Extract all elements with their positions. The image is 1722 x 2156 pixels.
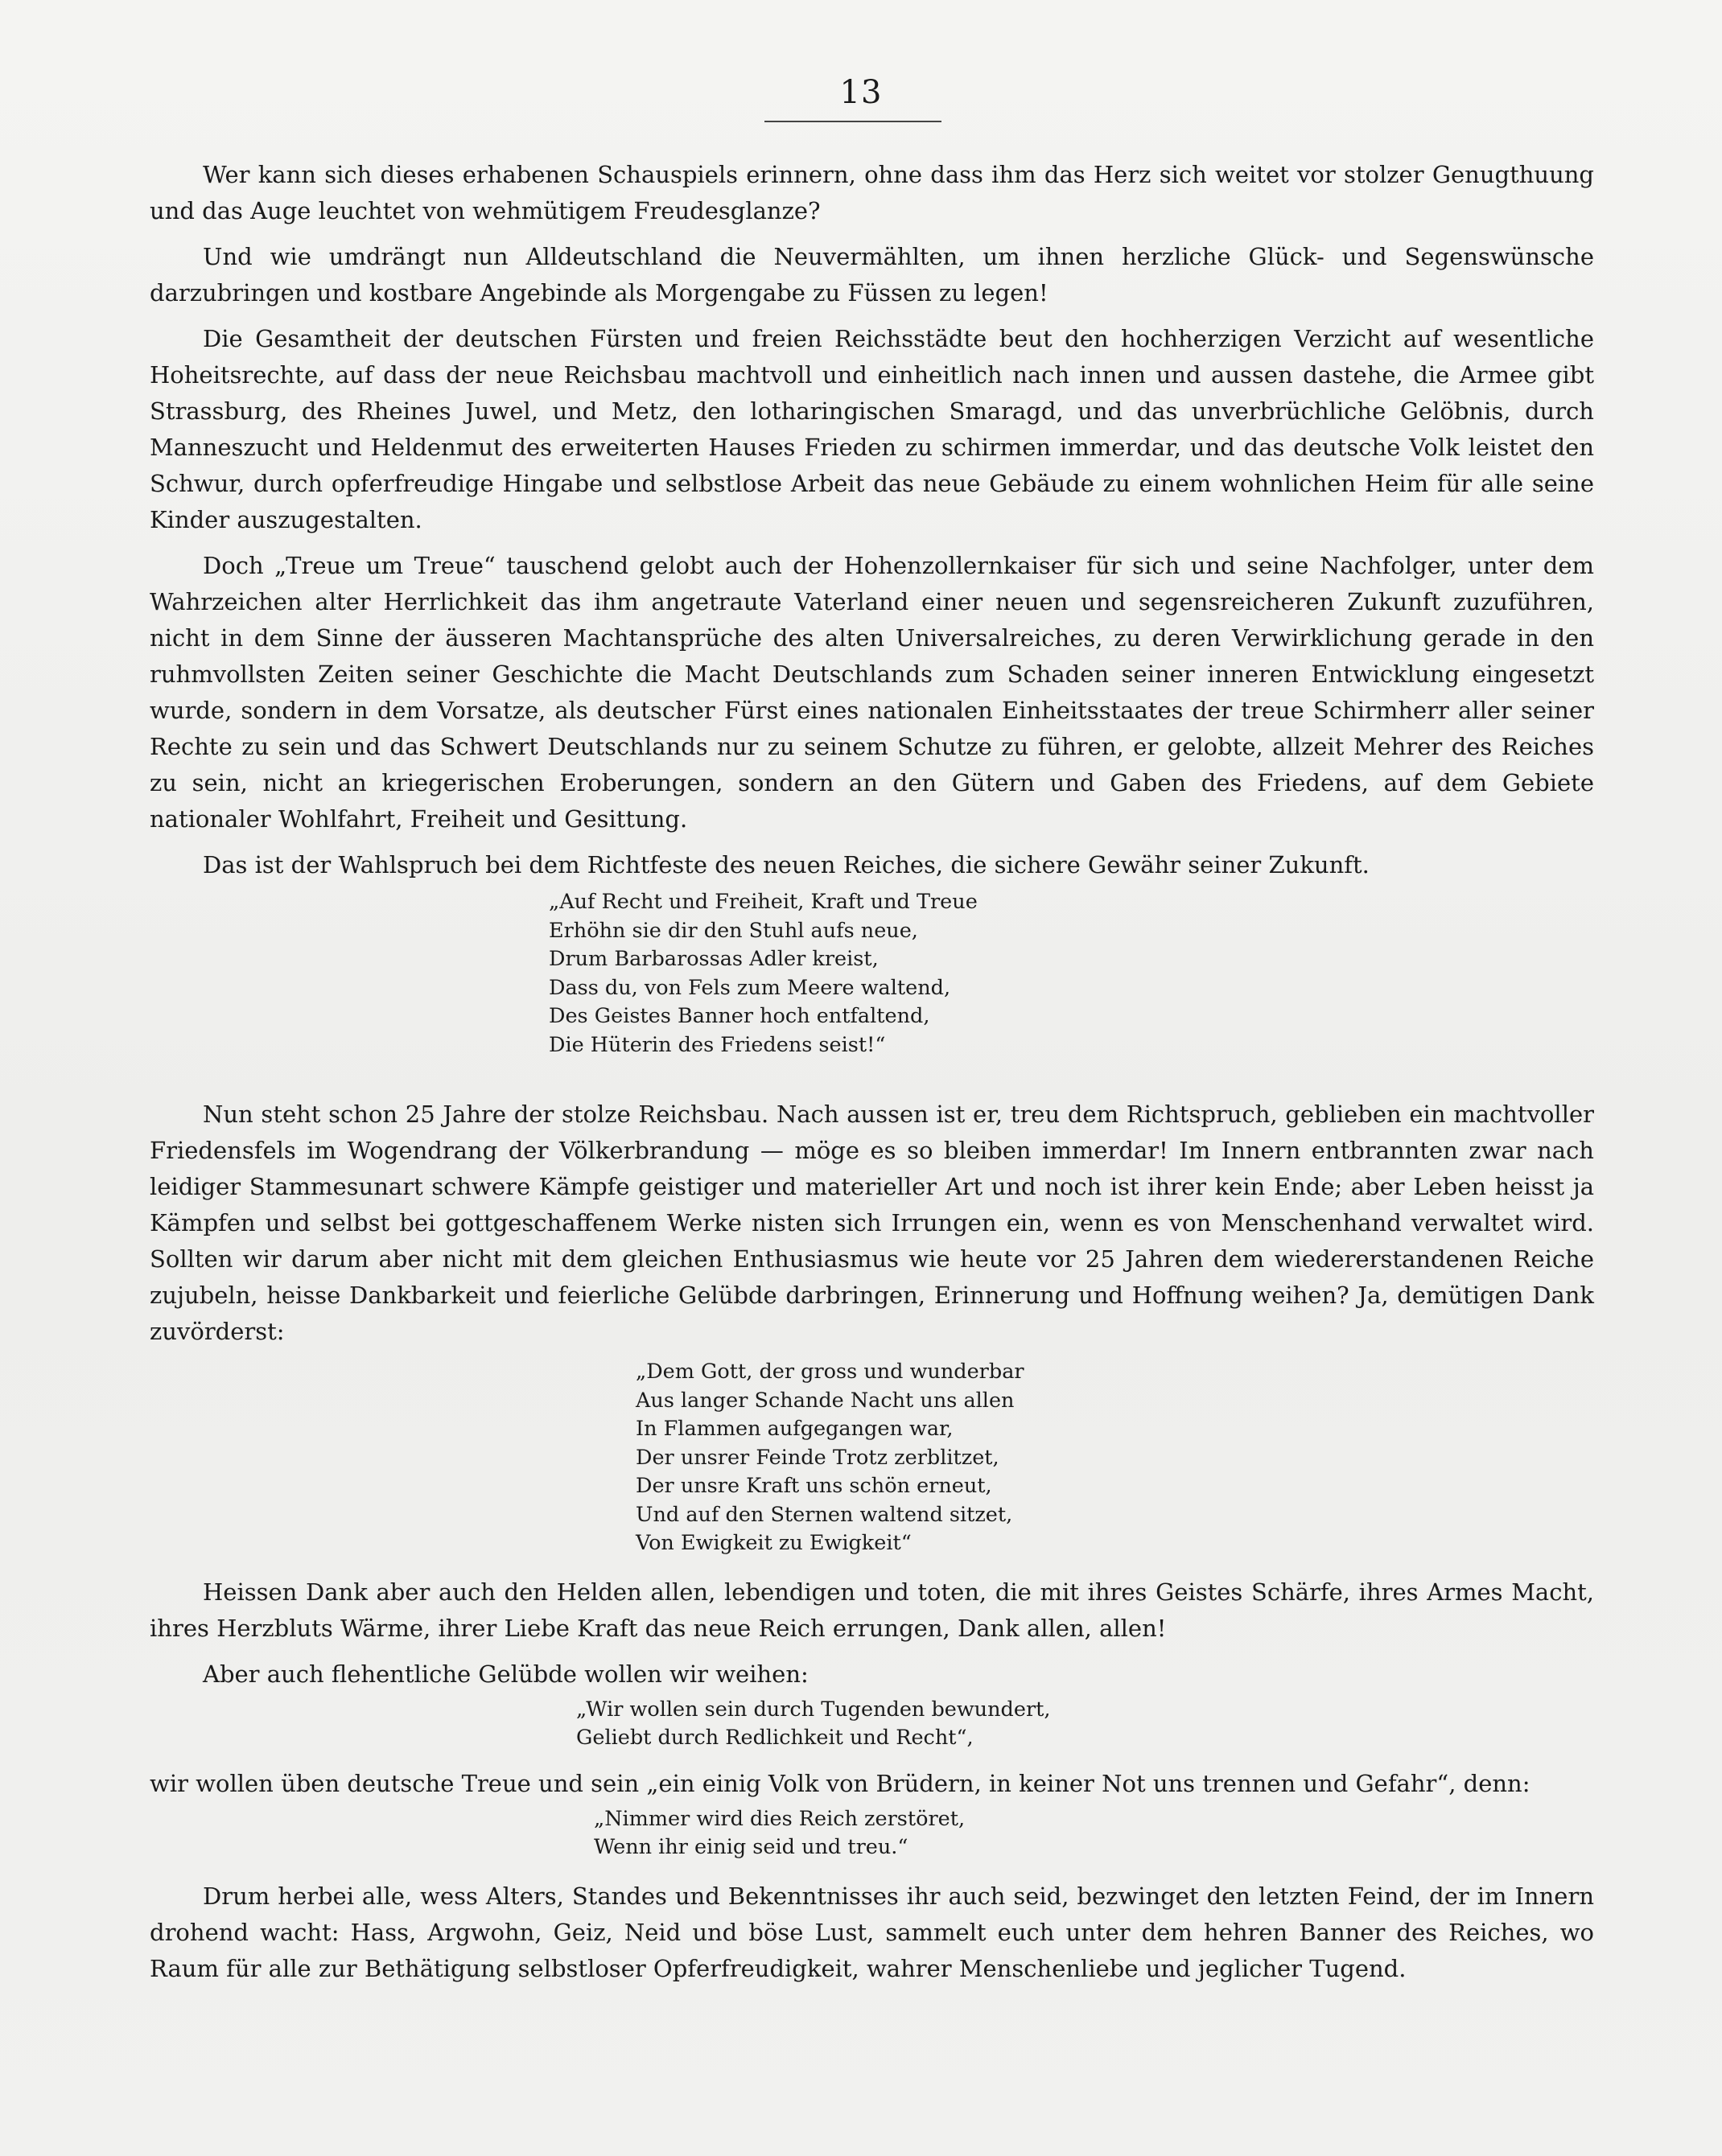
paragraph-5: Das ist der Wahlspruch bei dem Richtfeste des neuen Reiches, die sichere Gewähr seiner Zukunft. [203,851,1370,878]
poem-wir-wollen-sein [576,1696,1594,1753]
poem-line: Wenn ihr einig seid und treu.“ [594,1835,908,1859]
paragraph-2: Und wie umdrängt nun Alldeutschland die Neuvermählten, um ihnen herzliche Glück- und Segenswünsche darzubringen und kostbare Angebinde als Morgengabe zu Füssen zu legen! [150,243,1594,307]
paragraph-4: Doch „Treue um Treue“ tauschend gelobt auch der Hohenzollernkaiser für sich und seine Nachfolger, unter dem Wahrzeichen alter Herrlichkeit das ihm angetraute Vaterland einer neuen und segensreicheren Zukunft zuzuführen, nicht in dem Sinne der äusseren Machtansprüche des alten Universalreiches, zu deren Verwirklichung gerade in den ruhmvollsten Zeiten seiner Geschichte die Macht Deutschlands zum Schaden seiner inneren Entwicklung eingesetzt wurde, sondern in dem Vorsatze, als deutscher Fürst eines nationalen Einheitsstaates der treue Schirmherr aller seiner Rechte zu sein und das Schwert Deutschlands nur zu seinem Schutze zu führen, er gelobte, allzeit Mehrer des Reiches zu sein, nicht an kriegerischen Eroberungen, sondern an den Gütern und Gaben des Friedens, auf dem Gebiete nationaler Wohlfahrt, Freiheit und Gesittung. [150,552,1594,833]
poem-line: In Flammen aufgegangen war, [636,1417,954,1441]
paragraph-10: Drum herbei alle, wess Alters, Standes und Bekenntnisses ihr auch seid, bezwinget den letzten Feind, der im Innern drohend wacht: Hass, Argwohn, Geiz, Neid und böse Lust, sammelt euch unter dem hehren Banner des Reiches, wo Raum für alle zur Bethätigung selbstloser Opferfreudigkeit, wahrer Menschenliebe und jeglicher Tugend. [150,1882,1594,1982]
poem-line: „Wir wollen sein durch Tugenden bewundert, [576,1697,1051,1722]
poem-line: Der unsre Kraft uns schön erneut, [636,1474,992,1498]
poem-line: Die Hüterin des Friedens seist!“ [549,1032,886,1057]
poem-line: „Dem Gott, der gross und wunderbar [636,1360,1024,1384]
paragraph-1: Wer kann sich dieses erhabenen Schauspiels erinnern, ohne dass ihm das Herz sich weitet vor stolzer Genugthuung und das Auge leuchtet von wehmütigem Freudesglanze? [150,161,1594,224]
poem-dem-gott [636,1358,1594,1558]
paragraph-7: Heissen Dank aber auch den Helden allen, lebendigen und toten, die mit ihres Geistes Schärfe, ihres Armes Macht, ihres Herzbluts Wärme, ihrer Liebe Kraft das neue Reich errungen, Dank allen, allen! [150,1578,1594,1642]
body-text [150,157,1594,1987]
page-number-rule [764,121,941,122]
poem-line: Erhöhn sie dir den Stuhl aufs neue, [549,918,918,943]
paragraph-3: Die Gesamtheit der deutschen Fürsten und freien Reichsstädte beut den hochherzigen Verzicht auf wesentliche Hoheitsrechte, auf dass der neue Reichsbau machtvoll und einheitlich nach innen und aussen dastehe, die Armee gibt Strassburg, des Rheines Juwel, und Metz, den lotharingischen Smaragd, und das unverbrüchliche Gelöbnis, durch Manneszucht und Heldenmut des erweiterten Hauses Frieden zu schirmen immerdar, und das deutsche Volk leistet den Schwur, durch opferfreudige Hingabe und selbstlose Arbeit das neue Gebäude zu einem wohnlichen Heim für alle seine Kinder auszugestalten. [150,325,1594,533]
paragraph-8: Aber auch flehentliche Gelübde wollen wir weihen: [203,1660,809,1688]
poem-line: „Nimmer wird dies Reich zerstöret, [594,1806,966,1831]
poem-line: Und auf den Sternen waltend sitzet, [636,1502,1013,1527]
poem-line: „Auf Recht und Freiheit, Kraft und Treue [549,890,978,914]
poem-line: Der unsrer Feinde Trotz zerblitzet, [636,1445,999,1470]
poem-line: Geliebt durch Redlichkeit und Recht“, [576,1726,974,1750]
poem-auf-recht-und-freiheit [549,888,1594,1059]
paragraph-6: Nun steht schon 25 Jahre der stolze Reichsbau. Nach aussen ist er, treu dem Richtspruch, geblieben ein machtvoller Friedensfels im Wogendrang der Völkerbrandung — möge es so bleiben immerdar! Im Innern entbrannten zwar nach leidiger Stammesunart schwere Kämpfe geistiger und materieller Art und noch ist ihrer kein Ende; aber Leben heisst ja Kämpfen und selbst bei gottgeschaffenem Werke nisten sich Irrungen ein, wenn es von Menschenhand verwaltet wird. Sollten wir darum aber nicht mit dem gleichen Enthusiasmus wie heute vor 25 Jahren dem wiedererstandenen Reiche zujubeln, heisse Dankbarkeit und feierliche Gelübde darbringen, Erinnerung und Hoffnung weihen? Ja, demütigen Dank zuvörderst: [150,1101,1594,1345]
poem-nimmer-wird [594,1805,1594,1862]
poem-line: Aus langer Schande Nacht uns allen [636,1388,1015,1413]
poem-line: Von Ewigkeit zu Ewigkeit“ [636,1531,912,1555]
page-number: 13 [839,74,883,111]
poem-line: Drum Barbarossas Adler kreist, [549,947,879,971]
paragraph-9: wir wollen üben deutsche Treue und sein „ein einig Volk von Brüdern, in keiner Not uns trennen und Gefahr“, denn: [150,1769,1530,1797]
poem-line: Dass du, von Fels zum Meere waltend, [549,975,951,1000]
poem-line: Des Geistes Banner hoch entfaltend, [549,1004,930,1028]
